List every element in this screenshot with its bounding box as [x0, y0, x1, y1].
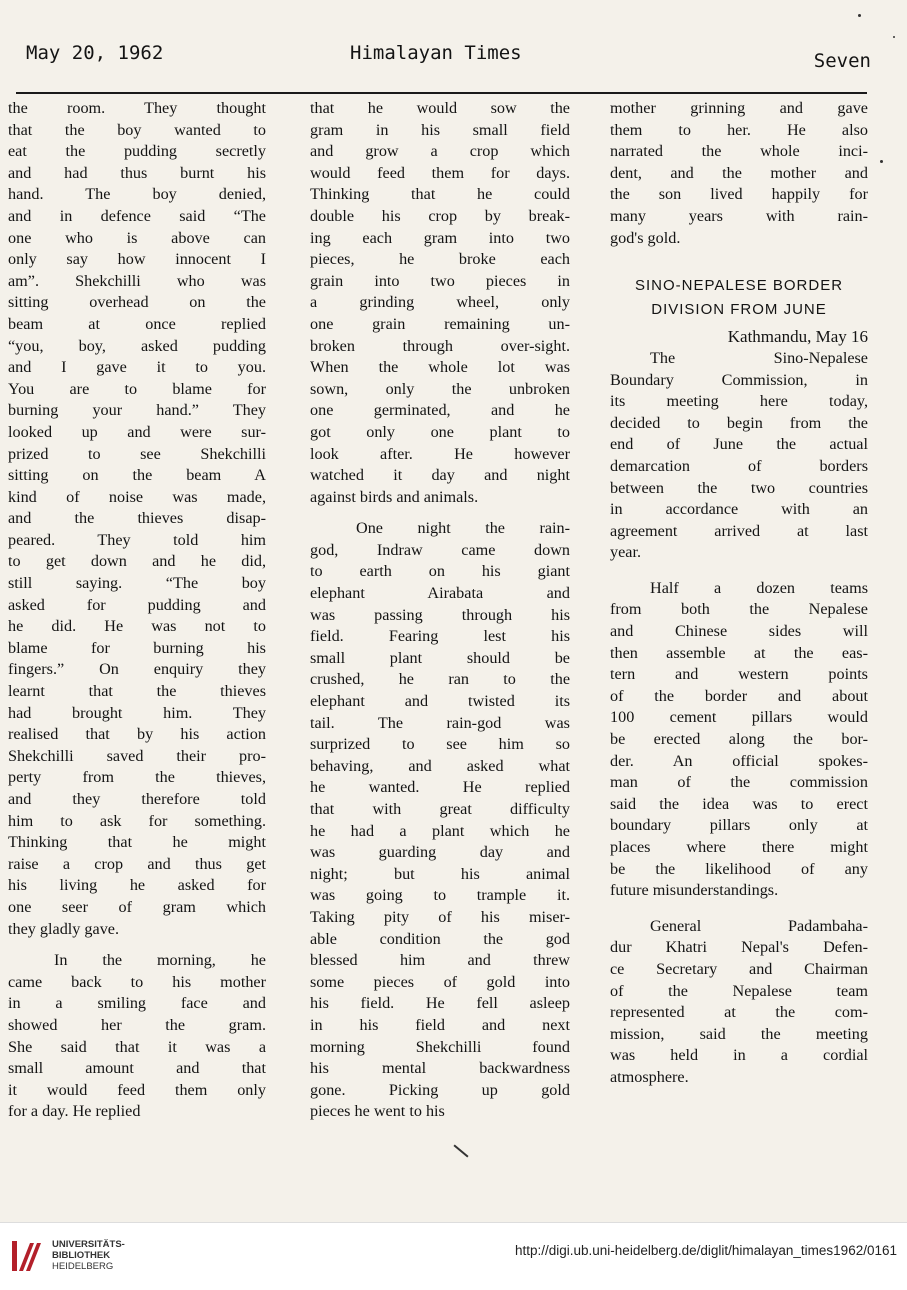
text-line: that he would sow the: [310, 99, 570, 117]
text-line: sitting on the beam A: [8, 466, 266, 485]
text-line: was held in a cordial: [610, 1046, 868, 1065]
column-2: [310, 98, 570, 1123]
footer-bar: [0, 1222, 907, 1290]
text-line: Thinking that he might: [8, 833, 266, 852]
text-line: When the whole lot was: [310, 358, 570, 377]
text-line: double his crop by break-: [310, 206, 570, 225]
newspaper-title: Himalayan Times: [350, 42, 522, 64]
text-line: One night the rain-: [356, 519, 570, 538]
text-line: still saying. “The boy: [8, 574, 266, 593]
text-line: be erected along the bor-: [610, 730, 868, 749]
text-line: in accordance with an: [610, 500, 868, 519]
text-line: Half a dozen teams: [650, 578, 868, 597]
column-3: [610, 98, 868, 1089]
text-line: 100 cement pillars would: [610, 708, 868, 727]
text-line: ing each gram into two: [310, 228, 570, 247]
text-line: crushed, he ran to the: [310, 670, 570, 689]
text-line: showed her the gram.: [8, 1015, 266, 1034]
text-line: and they therefore told: [8, 790, 266, 808]
text-line: realised that by his action: [8, 725, 266, 744]
text-line: elephant Airabata and: [310, 584, 570, 603]
text-line: some pieces of gold into: [310, 972, 570, 991]
text-line: was guarding day and: [310, 843, 570, 862]
scan-speck: [858, 14, 861, 17]
text-line: Taking pity of his miser-: [310, 907, 570, 926]
text-line: said the idea was to erect: [610, 794, 868, 813]
text-line: Shekchilli saved their pro-: [8, 746, 266, 765]
text-line: night; but his animal: [310, 864, 570, 883]
text-line: dent, and the mother and: [610, 163, 868, 182]
text-line: boundary pillars only at: [610, 816, 868, 835]
text-line: represented at the com-: [610, 1003, 868, 1022]
text-line: “you, boy, asked pudding: [8, 336, 266, 355]
text-line: pieces he went to his: [310, 1102, 445, 1121]
university-library-logo: [10, 1237, 44, 1275]
text-line: he had a plant which he: [310, 821, 570, 840]
text-line: decided to begin from the: [610, 413, 868, 432]
text-line: kind of noise was made,: [8, 487, 266, 506]
text-line: many years with rain-: [610, 206, 868, 225]
article-heading-line-2: DIVISION FROM JUNE: [651, 300, 827, 318]
text-line: learnt that the thieves: [8, 682, 266, 701]
text-line: it would feed them only: [8, 1080, 266, 1099]
text-line: in his field and next: [310, 1015, 570, 1034]
text-line: end of June the actual: [610, 435, 868, 454]
permalink-url[interactable]: http://digi.ub.uni-heidelberg.de/diglit/himalayan_times1962/0161: [514, 1243, 897, 1258]
text-line: General Padambaha-: [650, 916, 868, 935]
text-line: the son lived happily for: [610, 185, 868, 204]
text-line: had brought him. They: [8, 703, 266, 722]
text-line: of the Nepalese team: [610, 981, 868, 1000]
scan-speck: [453, 1144, 468, 1157]
text-line: sitting overhead on the: [8, 293, 266, 312]
text-line: am”. Shekchilli who was: [8, 271, 266, 290]
text-line: agreement arrived at last: [610, 521, 868, 540]
text-line: pieces, he broke each: [310, 250, 570, 269]
text-line: man of the commission: [610, 773, 868, 792]
page-number: Seven: [813, 50, 871, 72]
text-line: der. An official spokes-: [610, 751, 868, 770]
text-line: beam at once replied: [8, 314, 266, 333]
text-line: tern and western points: [610, 665, 868, 684]
text-line: only say how innocent I: [8, 250, 266, 269]
text-line: to get down and he did,: [8, 552, 266, 571]
text-line: raise a crop and thus get: [8, 854, 266, 873]
text-line: blame for burning his: [8, 638, 266, 657]
text-line: and had thus burnt his: [8, 163, 266, 182]
text-line: places where there might: [610, 838, 868, 856]
text-line: The Sino-Nepalese: [650, 348, 868, 367]
text-line: sown, only the unbroken: [310, 379, 570, 398]
text-line: fingers.” On enquiry they: [8, 660, 266, 679]
text-line: dur Khatri Nepal's Defen-: [610, 938, 868, 957]
text-line: eat the pudding secretly: [8, 142, 266, 161]
text-line: watched it day and night: [310, 466, 570, 485]
text-line: and in defence said “The: [8, 206, 266, 225]
text-line: for a day. He replied: [8, 1102, 141, 1121]
article-body: [610, 348, 868, 1089]
text-line: small amount and that: [8, 1059, 266, 1078]
text-line: came back to his mother: [8, 972, 266, 991]
text-line: and I gave it to you.: [8, 358, 266, 377]
text-line: elephant and twisted its: [310, 692, 570, 711]
text-line: mother grinning and gave: [610, 99, 868, 117]
institution-name: UNIVERSITÄTS- BIBLIOTHEK HEIDELBERG: [52, 1239, 125, 1272]
text-line: was going to trample it.: [310, 886, 570, 905]
text-line: he did. He was not to: [8, 617, 266, 636]
text-line: field. Fearing lest his: [310, 627, 570, 646]
text-line: then assemble at the eas-: [610, 643, 868, 662]
text-line: from both the Nepalese: [610, 600, 868, 619]
text-line: one grain remaining un-: [310, 314, 570, 333]
text-line: in a smiling face and: [8, 994, 266, 1013]
text-line: one seer of gram which: [8, 897, 266, 916]
text-line: asked for pudding and: [8, 595, 266, 614]
text-line: You are to blame for: [8, 379, 266, 398]
story-continuation: [610, 98, 868, 249]
text-line: and Chinese sides will: [610, 622, 868, 641]
text-line: burning your hand.” They: [8, 401, 266, 420]
text-line: a grinding wheel, only: [310, 293, 570, 312]
text-line: was passing through his: [310, 605, 570, 624]
text-line: against birds and animals.: [310, 487, 479, 506]
text-line: his living he asked for: [8, 876, 266, 895]
text-line: be the likelihood of any: [610, 859, 868, 878]
article-dateline: Kathmandu, May 16: [727, 327, 868, 347]
text-line: its meeting here today,: [610, 392, 868, 411]
text-line: they gladly gave.: [8, 919, 120, 938]
text-line: grain into two pieces in: [310, 271, 570, 290]
text-line: his field. He fell asleep: [310, 994, 570, 1013]
text-line: looked up and were sur-: [8, 422, 266, 441]
text-line: tail. The rain-god was: [310, 713, 570, 732]
text-line: future misunderstandings.: [610, 881, 779, 900]
text-line: look after. He however: [310, 444, 570, 463]
text-line: perty from the thieves,: [8, 768, 266, 787]
text-line: [310, 508, 570, 518]
text-line: god, Indraw came down: [310, 540, 570, 559]
text-line: narrated the whole inci-: [610, 142, 868, 161]
text-line: them to her. He also: [610, 120, 868, 139]
text-line: demarcation of borders: [610, 456, 868, 475]
issue-date: May 20, 1962: [26, 42, 164, 64]
paragraph-gap: [610, 902, 868, 916]
text-line: of the border and about: [610, 686, 868, 705]
text-line: the room. They thought: [8, 99, 266, 117]
text-line: ce Secretary and Chairman: [610, 959, 868, 978]
text-line: In the morning, he: [54, 951, 266, 970]
text-line: that with great difficulty: [310, 800, 570, 818]
text-line: and the thieves disap-: [8, 509, 266, 528]
text-line: god's gold.: [610, 228, 681, 247]
text-line: prized to see Shekchilli: [8, 444, 266, 463]
text-line: year.: [610, 543, 642, 562]
text-line: and grow a crop which: [310, 142, 570, 161]
article-heading-line-1: SINO-NEPALESE BORDER: [634, 277, 844, 295]
paragraph-gap: [610, 564, 868, 578]
text-line: broken through over-sight.: [310, 336, 570, 355]
text-line: behaving, and asked what: [310, 756, 570, 775]
text-line: one who is above can: [8, 228, 266, 247]
text-line: gram in his small field: [310, 120, 570, 139]
scan-speck: [880, 160, 883, 163]
text-line: Boundary Commission, in: [610, 370, 868, 389]
text-line: would feed them for days.: [310, 163, 570, 182]
scan-speck: [893, 36, 895, 38]
text-line: gone. Picking up gold: [310, 1080, 570, 1099]
text-line: surprized to see him so: [310, 735, 570, 754]
text-line: that the boy wanted to: [8, 120, 266, 139]
text-line: his mental backwardness: [310, 1059, 570, 1078]
text-line: hand. The boy denied,: [8, 185, 266, 204]
text-line: She said that it was a: [8, 1037, 266, 1056]
text-line: morning Shekchilli found: [310, 1037, 570, 1056]
text-line: small plant should be: [310, 648, 570, 667]
text-line: between the two countries: [610, 478, 868, 497]
text-line: mission, said the meeting: [610, 1024, 868, 1043]
text-line: peared. They told him: [8, 530, 266, 549]
text-line: him to ask for something.: [8, 811, 266, 830]
column-1: [8, 98, 266, 1123]
masthead: [22, 38, 875, 72]
text-line: blessed him and threw: [310, 951, 570, 970]
text-line: he wanted. He replied: [310, 778, 570, 797]
text-line: Thinking that he could: [310, 185, 570, 204]
text-line: atmosphere.: [610, 1067, 689, 1086]
text-line: to earth on his giant: [310, 562, 570, 581]
header-rule: [16, 92, 867, 94]
text-line: [8, 940, 266, 950]
text-line: able condition the god: [310, 929, 570, 948]
text-line: got only one plant to: [310, 422, 570, 441]
text-line: one germinated, and he: [310, 401, 570, 420]
